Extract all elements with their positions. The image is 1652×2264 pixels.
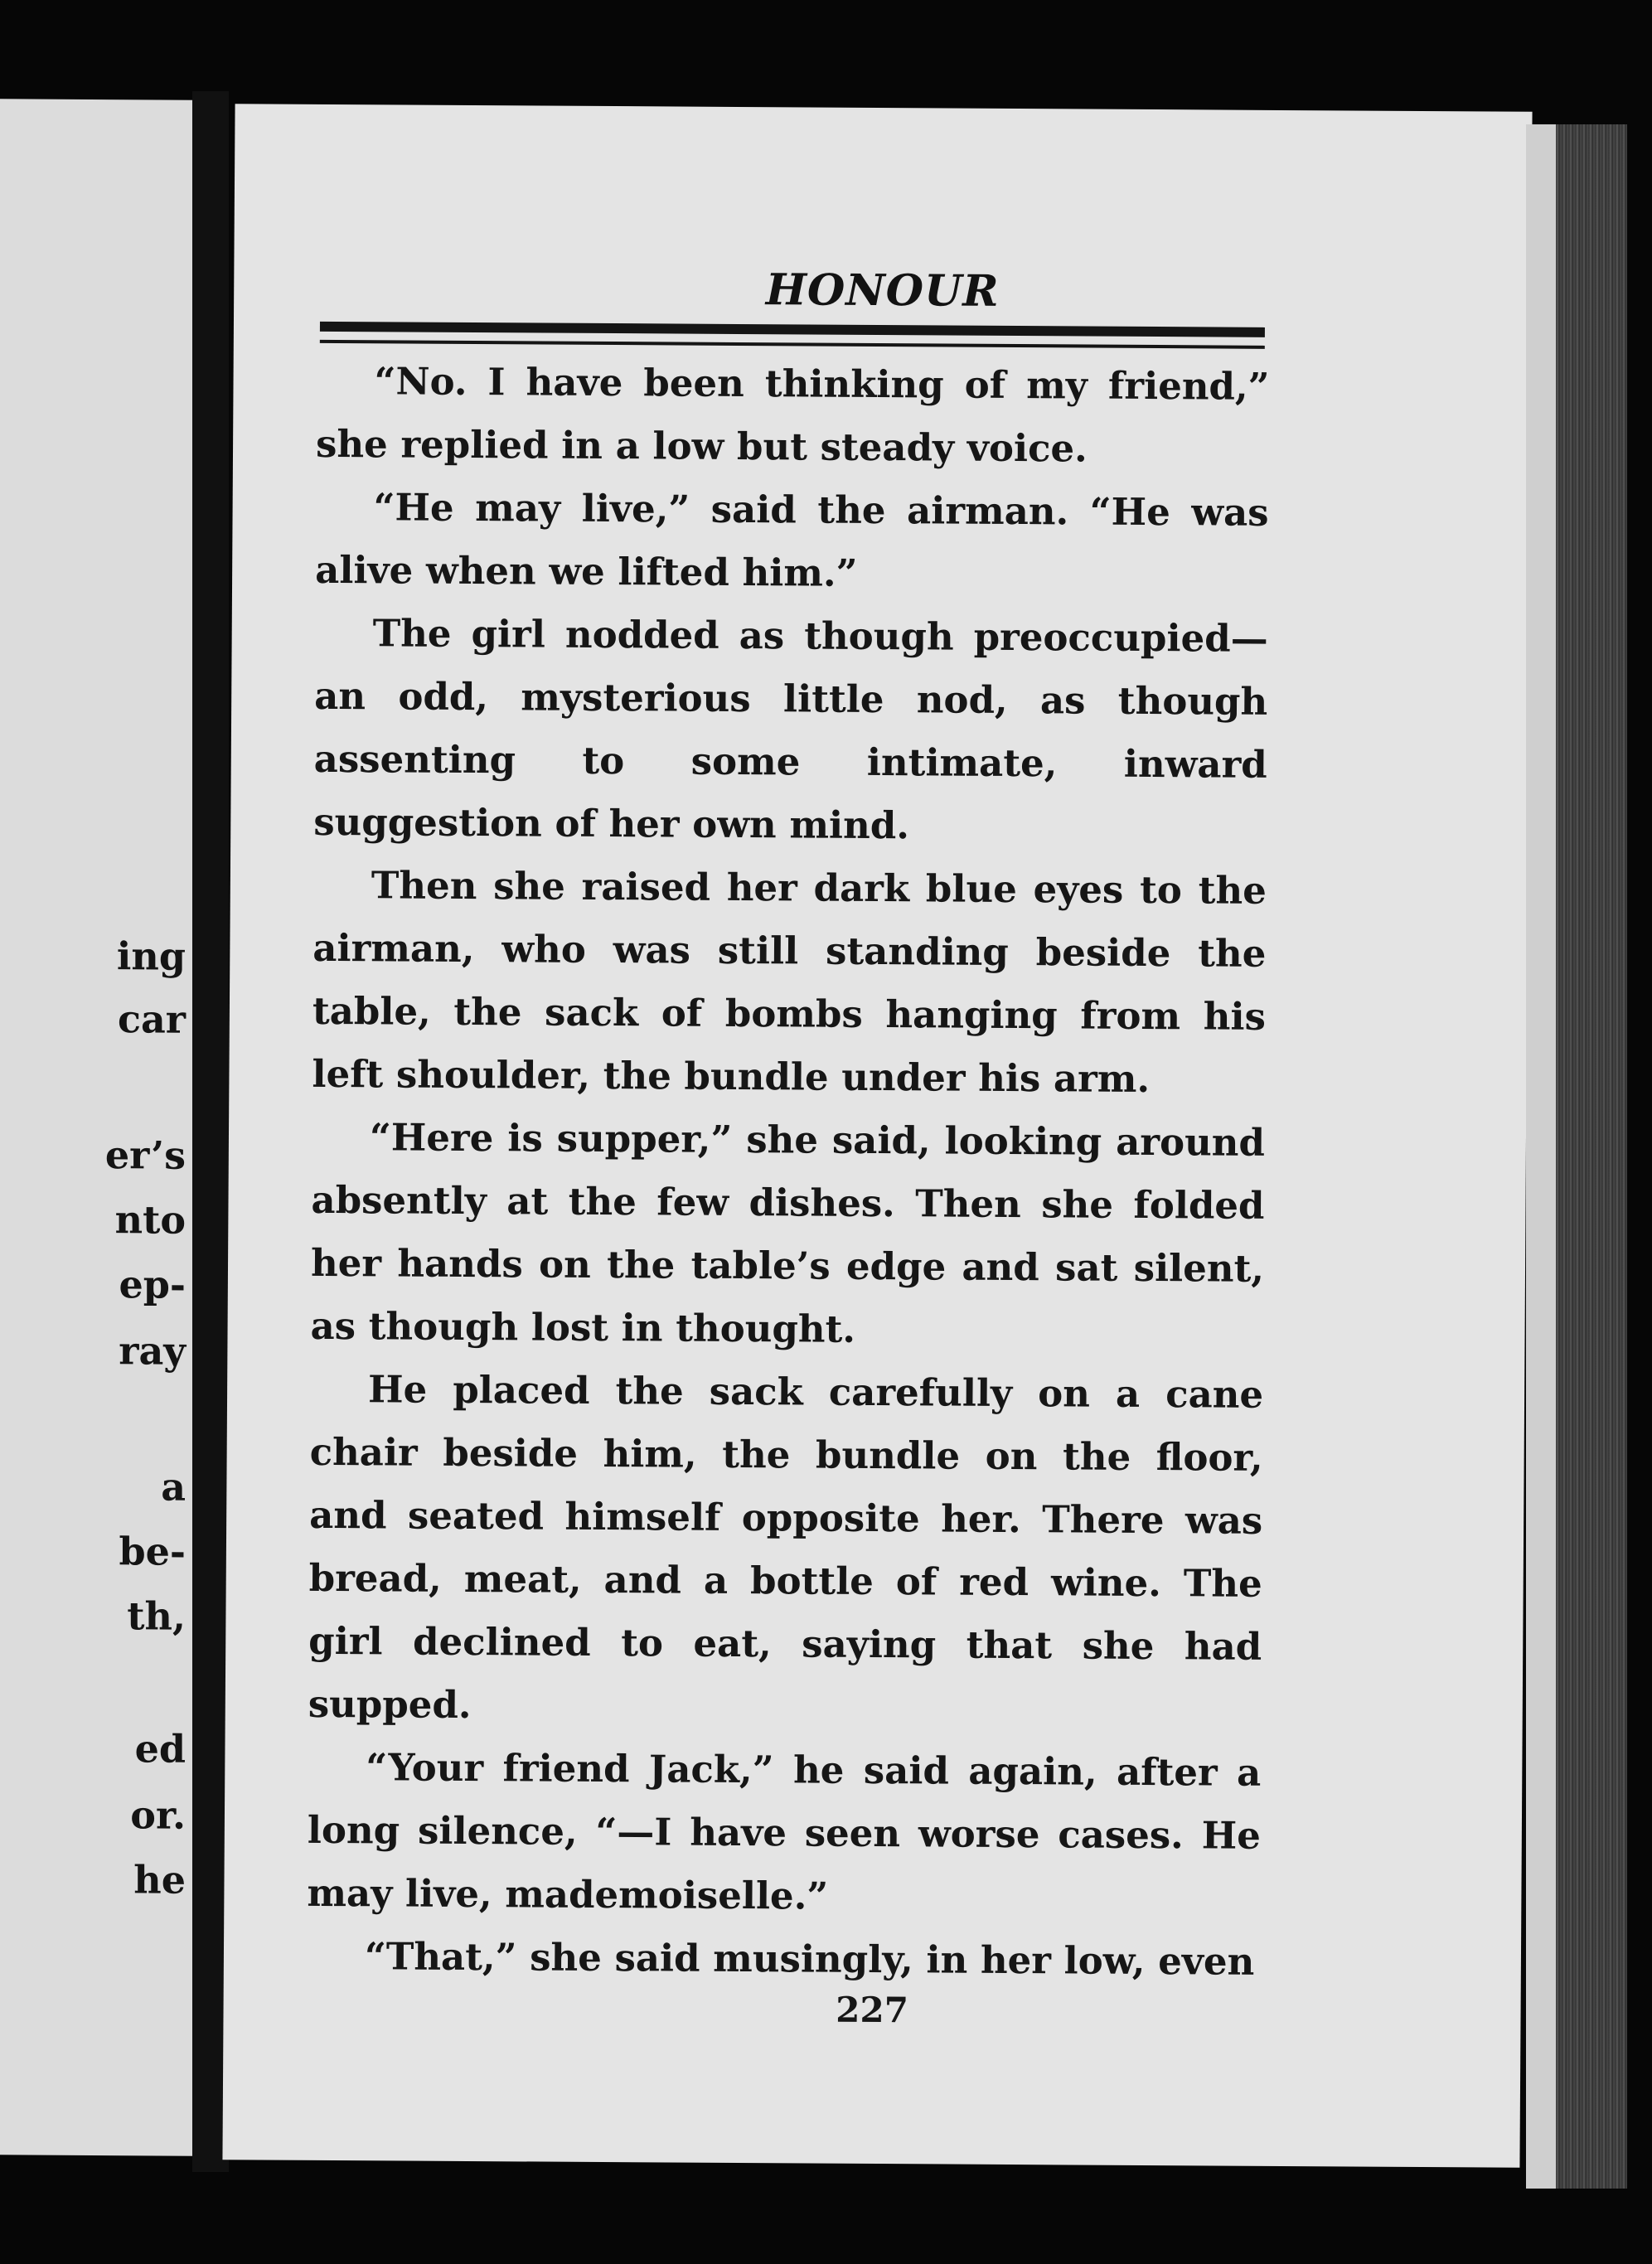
left-page: [0, 99, 192, 2156]
paragraph: “That,” she said musingly, in her low, even: [364, 1934, 1255, 1984]
left-page-fragment: nto: [114, 1197, 186, 1243]
paragraph: The girl nodded as though preoccupied—an odd, mysterious little nod, as though assenting to some intimate, inward suggestion of her own mind.: [313, 611, 1268, 848]
left-page-fragment: ray: [119, 1328, 186, 1374]
right-page: [222, 104, 1532, 2168]
left-page-fragment: ep-: [119, 1262, 186, 1307]
book-gutter: [192, 91, 229, 2172]
left-page-fragment: he: [133, 1857, 186, 1903]
left-page-fragment: a: [161, 1464, 186, 1510]
paragraph: “No. I have been thinking of my friend,” she replied in a low but steady voice.: [315, 359, 1270, 471]
left-page-fragment: be-: [119, 1529, 186, 1574]
paragraph: “Here is supper,” she said, looking around absently at the few dishes. Then she folded her hands on the table’s edge and sat silent, as though lost in thought.: [310, 1115, 1266, 1351]
paragraph: He placed the sack carefully on a cane chair beside him, the bundle on the floor, and seated himself opposite her. There was bread, meat, and a bottle of red wine. The girl declined to eat, saying that she had supped.: [308, 1367, 1264, 1728]
running-head: HONOUR: [765, 264, 1000, 317]
paragraph: “Your friend Jack,” he said again, after a long silence, “—I have seen worse cases. He may live, mademoiselle.”: [307, 1745, 1262, 1918]
page-number: 227: [836, 1989, 909, 2031]
left-page-fragment: or.: [130, 1792, 186, 1838]
page-edge-highlight: [1526, 124, 1556, 2189]
paragraph: “He may live,” said the airman. “He was alive when we lifted him.”: [314, 485, 1269, 595]
left-page-fragment: th,: [127, 1593, 186, 1639]
header-rule-thick: [320, 322, 1265, 337]
left-page-fragment: ing: [116, 933, 186, 979]
body-text: [307, 350, 1270, 1994]
left-page-fragment: car: [117, 996, 186, 1042]
paragraph: Then she raised her dark blue eyes to the airman, who was still standing beside the table, the sack of bombs hanging from his left shoulder, the bundle under his arm.: [312, 863, 1267, 1102]
header-rule-thin: [320, 340, 1265, 349]
left-page-fragment: er’s: [104, 1132, 186, 1178]
left-page-fragment: ed: [134, 1726, 186, 1772]
